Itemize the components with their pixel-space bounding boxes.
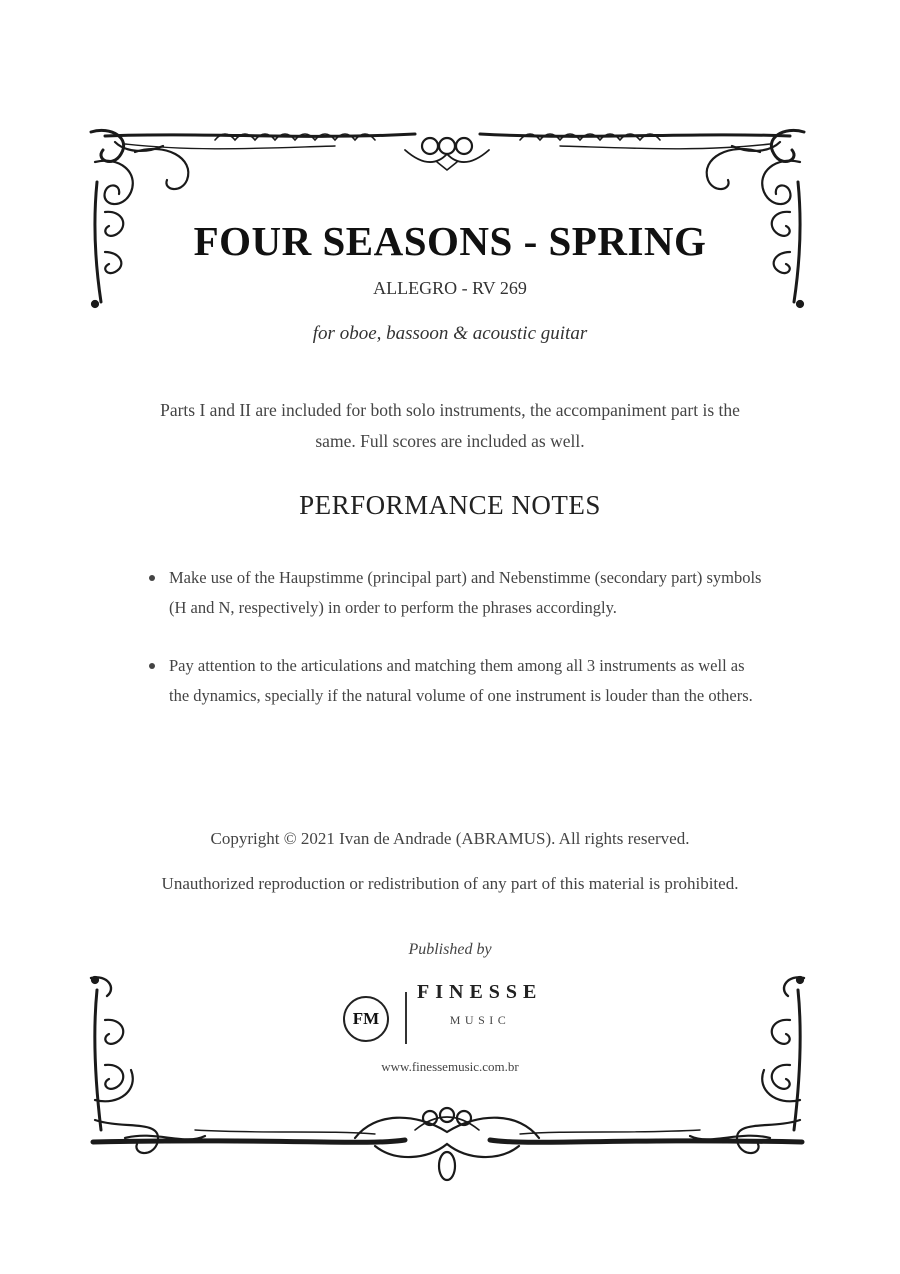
instrumentation: for oboe, bassoon & acoustic guitar — [312, 323, 588, 344]
publisher-website[interactable]: www.finessemusic.com.br — [381, 1059, 519, 1074]
copyright-notice: Copyright © 2021 Ivan de Andrade (ABRAMUS). All rights reserved. — [210, 829, 690, 848]
rights-notice: Unauthorized reproduction or redistribution of any part of this material is prohibited. — [161, 874, 739, 893]
performance-note-item: Make use of the Haupstimme (principal part) and Nebenstimme (secondary part) symbols (H and N, respectively) in order to perform the phrases accordingly. — [145, 563, 765, 622]
publisher-name: FINESSE — [417, 981, 543, 1003]
logo-initials: FM — [352, 1009, 380, 1028]
publisher-subname: MUSIC — [449, 1013, 511, 1027]
page-title: FOUR SEASONS - SPRING — [193, 218, 707, 264]
published-by-label: Published by — [408, 941, 492, 958]
performance-notes-list — [145, 563, 765, 710]
performance-note-item: Pay attention to the articulations and matching them among all 3 instruments as well as the dynamics, specially if the natural volume of one instrument is louder than the others. — [145, 651, 765, 710]
movement-subtitle: ALLEGRO - RV 269 — [373, 278, 527, 298]
performance-notes-heading: PERFORMANCE NOTES — [299, 490, 601, 520]
ornamental-frame-bottom — [85, 970, 810, 1185]
intro-paragraph: Parts I and II are included for both solo instruments, the accompaniment part is the same. Full scores are included as well. — [160, 400, 740, 451]
